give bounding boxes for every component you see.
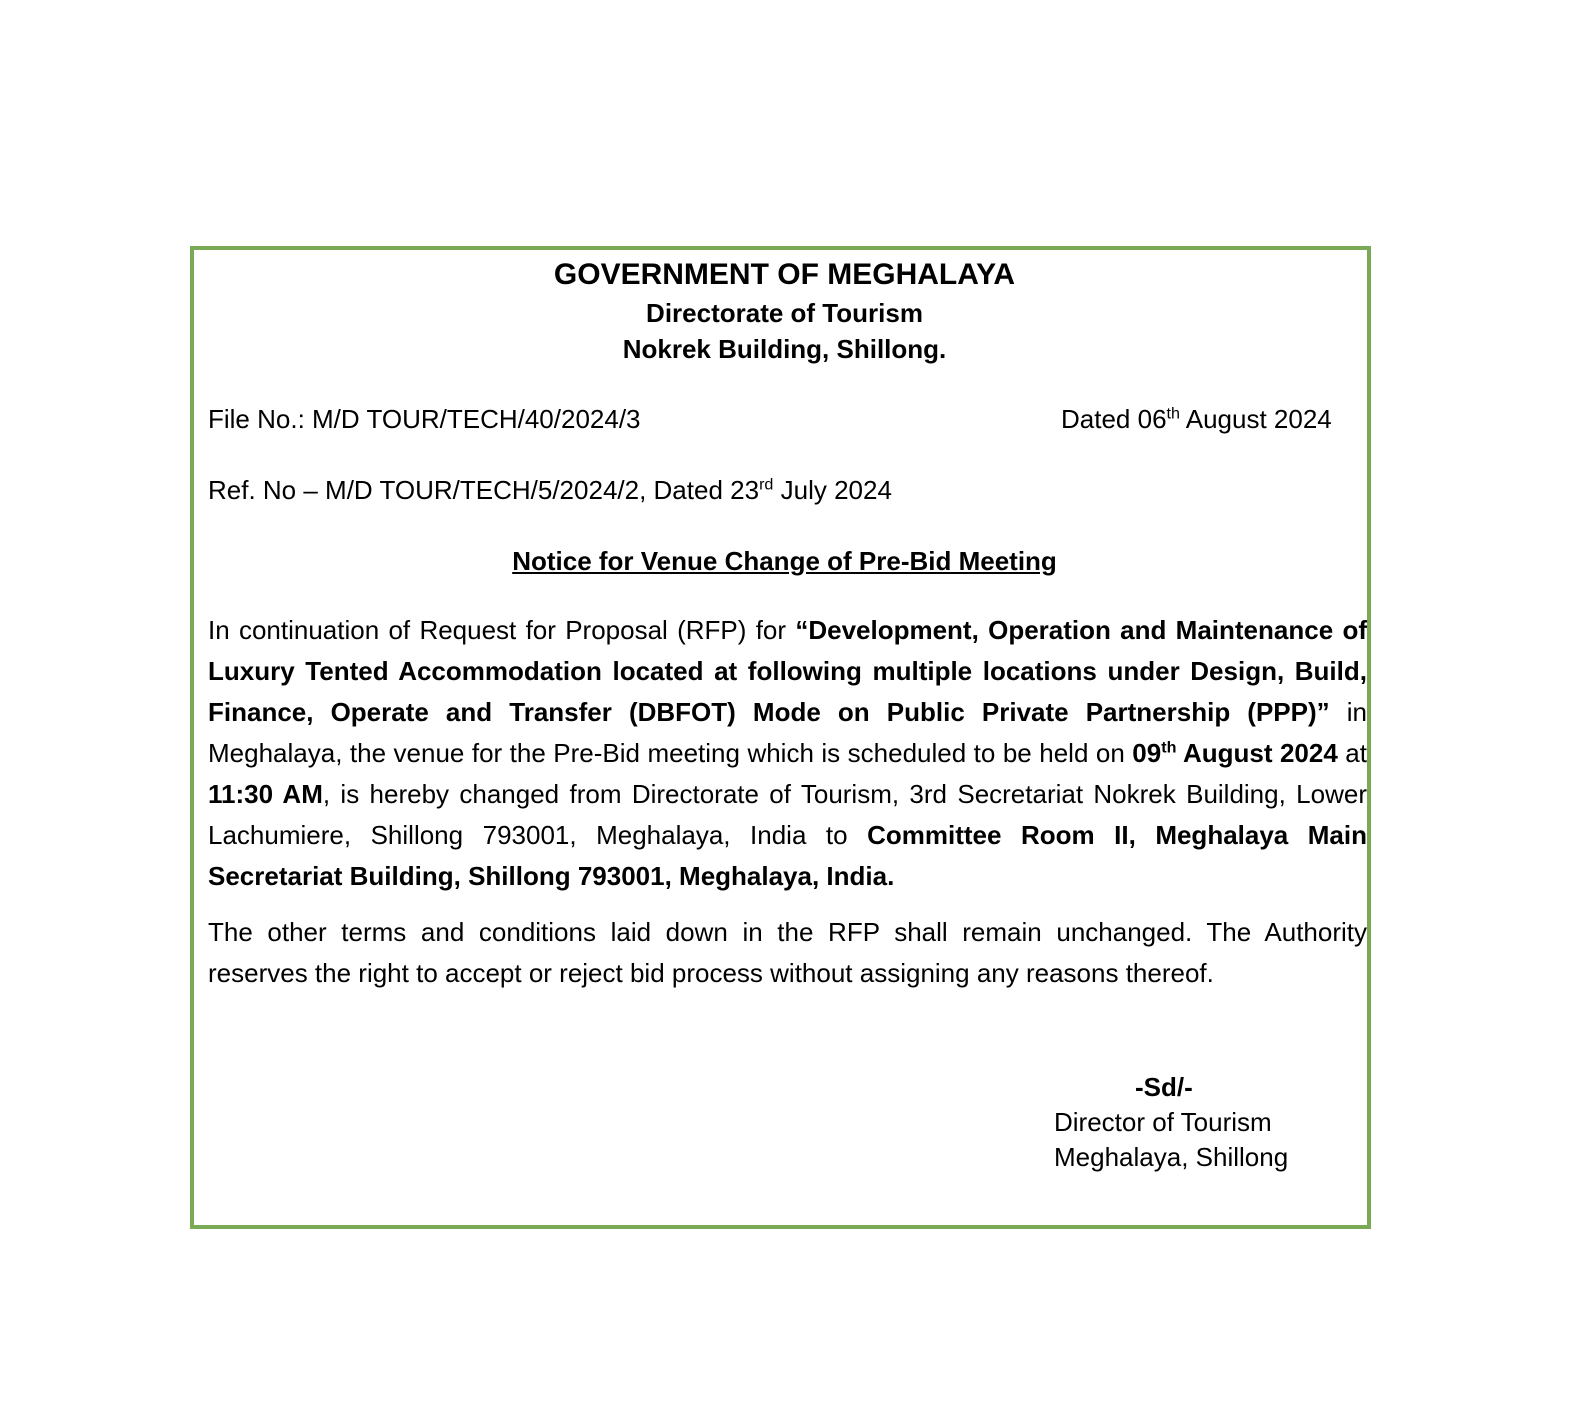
p1-text-2: in Meghalaya, the venue for the Pre-Bid meeting which is scheduled to be held on: [208, 697, 1367, 768]
reference-number: [208, 477, 892, 503]
file-number: File No.: M/D TOUR/TECH/40/2024/3: [208, 404, 641, 434]
p1-date-sup: th: [1161, 738, 1177, 757]
notice-box: [190, 246, 1371, 1229]
p1-date-day: 09: [1132, 738, 1162, 768]
reference-suffix: July 2024: [773, 475, 892, 505]
file-date-prefix: Dated 06: [1061, 404, 1167, 434]
directorate-heading: Directorate of Tourism: [646, 298, 923, 328]
p1-project-name: “Development, Operation and Maintenance of Luxury Tented Accommodation located at following multiple locations under Design, Build, Finance, Operate and Transfer (DBFOT) Mode on Public Private Partnership (PPP)”: [208, 615, 1367, 727]
reference-sup: rd: [759, 475, 774, 494]
file-date-suffix: August 2024: [1179, 404, 1332, 434]
signature-designation: Director of Tourism: [1054, 1107, 1272, 1137]
signature-location: Meghalaya, Shillong: [1054, 1142, 1289, 1172]
p1-text-1: In continuation of Request for Proposal (RFP) for: [208, 615, 796, 645]
file-date-sup: th: [1166, 404, 1180, 423]
address-heading: Nokrek Building, Shillong.: [622, 334, 947, 364]
reference-prefix: Ref. No – M/D TOUR/TECH/5/2024/2, Dated 23: [208, 475, 760, 505]
notice-title: Notice for Venue Change of Pre-Bid Meeting: [512, 546, 1057, 576]
government-heading: GOVERNMENT OF MEGHALAYA: [553, 258, 1016, 291]
p1-new-venue: Committee Room II, Meghalaya Main Secretariat Building, Shillong 793001, Meghalaya, India.: [208, 820, 1367, 891]
p1-text-3: at: [1337, 738, 1367, 768]
p1-time: 11:30 AM: [208, 779, 323, 809]
p1-date-month: August 2024: [1176, 738, 1338, 768]
notice-paragraph-2: The other terms and conditions laid down in the RFP shall remain unchanged. The Authority reserves the right to accept or reject bid process without assigning any reasons thereof.: [208, 917, 1367, 988]
notice-paragraph-1: [208, 610, 1367, 897]
p1-text-4: , is hereby changed from Directorate of Tourism, 3rd Secretariat Nokrek Building, Lower Lachumiere, Shillong 793001, Meghalaya, India to: [208, 779, 1367, 850]
signature-sd: -Sd/-: [1135, 1072, 1193, 1102]
file-date: [1061, 406, 1332, 432]
